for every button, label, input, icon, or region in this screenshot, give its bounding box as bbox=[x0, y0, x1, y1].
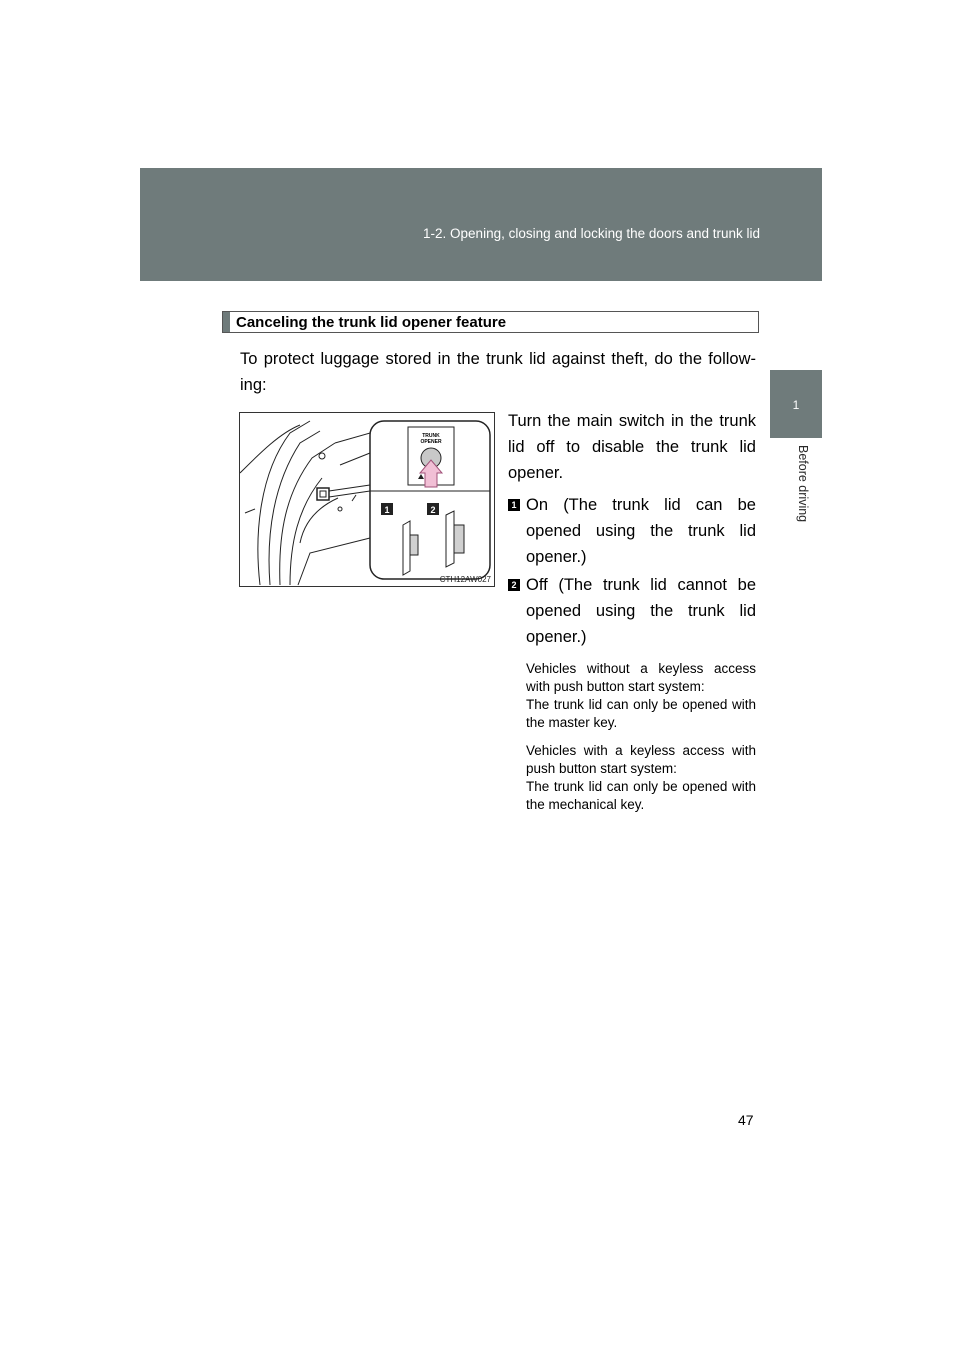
note-heading: Vehicles without a keyless access with push button start system: bbox=[526, 661, 756, 694]
trunk-interior-drawing bbox=[240, 413, 494, 586]
chapter-tab-number: 1 bbox=[792, 398, 800, 412]
instruction-column bbox=[508, 408, 756, 824]
section-heading-bar bbox=[223, 312, 230, 332]
switch-label-opener: OPENER bbox=[420, 439, 442, 445]
switch-label-trunk: TRUNK bbox=[422, 433, 440, 439]
chapter-header-band bbox=[140, 168, 822, 281]
instruction-text: Turn the main switch in the trunk lid off to disable the trunk lid opener. bbox=[508, 412, 756, 482]
switch-position-off bbox=[446, 511, 454, 567]
chapter-title: 1-2. Opening, closing and locking the doors and trunk lid bbox=[423, 226, 760, 241]
list-item bbox=[508, 572, 756, 650]
section-heading-text: Canceling the trunk lid opener feature bbox=[236, 314, 507, 331]
section-heading bbox=[222, 311, 759, 333]
item-marker: 2 bbox=[508, 579, 520, 591]
page-number: 47 bbox=[738, 1112, 754, 1128]
item-text: On (The trunk lid can be opened using the trunk lid opener.) bbox=[526, 496, 756, 566]
figure-code: CTH12AW027 bbox=[439, 575, 491, 584]
note bbox=[526, 660, 756, 732]
chapter-tab bbox=[770, 370, 822, 438]
item-text: Off (The trunk lid cannot be opened using the trunk lid opener.) bbox=[526, 576, 756, 646]
notes bbox=[526, 660, 756, 814]
note-text: The trunk lid can only be opened with the master key. bbox=[526, 697, 756, 730]
switch-position-on bbox=[403, 521, 410, 575]
chapter-tab-label: Before driving bbox=[796, 445, 810, 523]
note bbox=[526, 742, 756, 814]
trunk-switch-illustration bbox=[239, 412, 495, 587]
intro-paragraph: To protect luggage stored in the trunk lid against theft, do the follow-ing: bbox=[240, 350, 756, 394]
note-text: The trunk lid can only be opened with the mechanical key. bbox=[526, 779, 756, 812]
svg-text:1: 1 bbox=[384, 505, 390, 515]
note-heading: Vehicles with a keyless access with push button start system: bbox=[526, 743, 756, 776]
switch-location-marker bbox=[317, 488, 329, 500]
svg-text:2: 2 bbox=[430, 505, 436, 515]
list-item bbox=[508, 492, 756, 570]
item-marker: 1 bbox=[508, 499, 520, 511]
